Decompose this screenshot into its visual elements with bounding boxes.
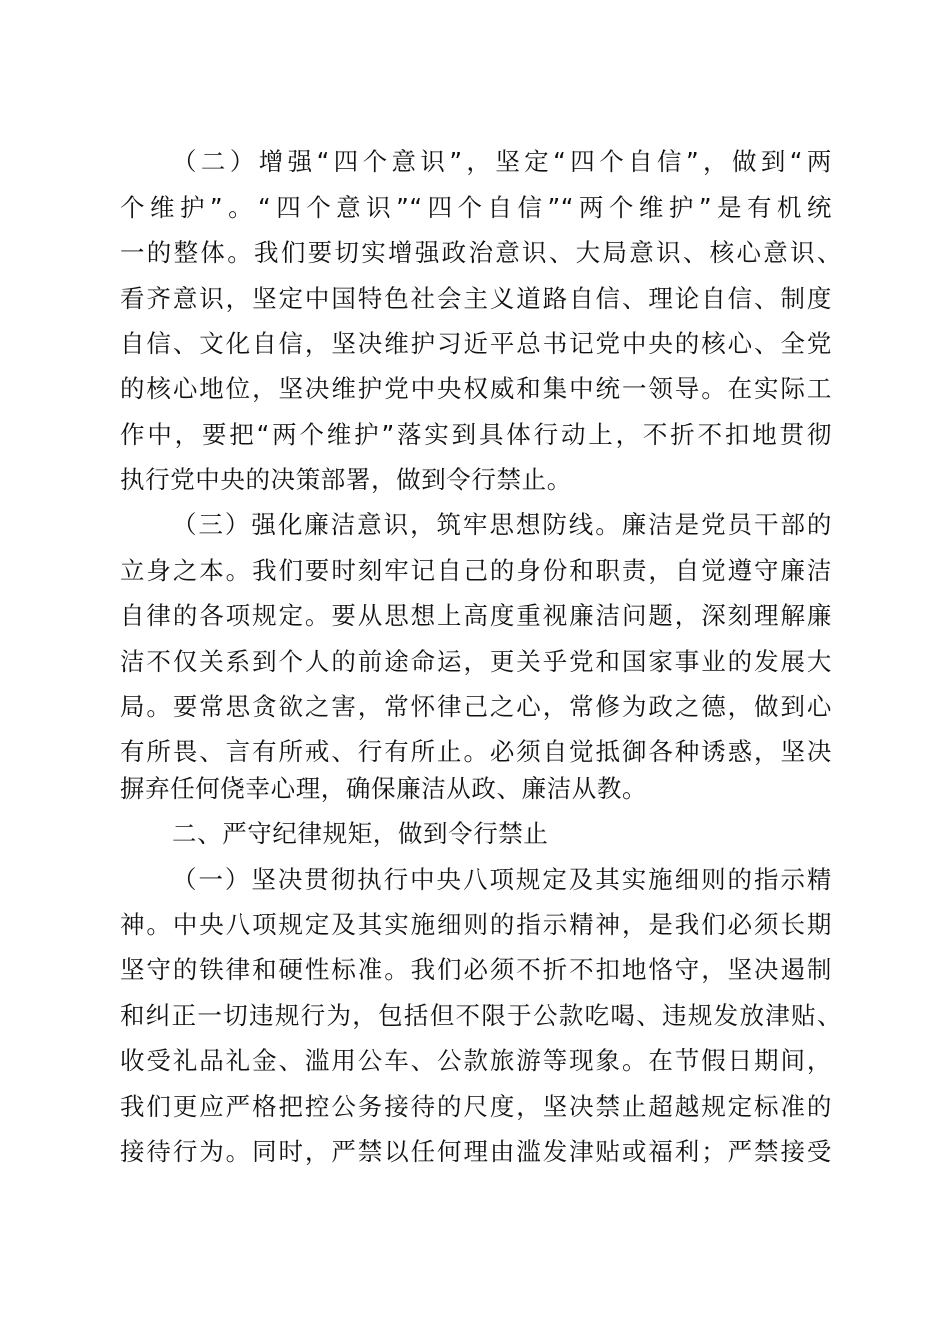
paragraph-line: （二）增强“四个意识”，坚定“四个自信”，做到“两 xyxy=(172,147,832,176)
paragraph-line: 接待行为。同时，严禁以任何理由滥发津贴或福利；严禁接受 xyxy=(120,1137,832,1166)
paragraph-line: 摒弃任何侥幸心理，确保廉洁从政、廉洁从教。 xyxy=(120,774,648,803)
paragraph-line: 有所畏、言有所戒、行有所止。必须自觉抵御各种诱惑，坚决 xyxy=(120,737,832,766)
paragraph-line: 坚守的铁律和硬性标准。我们必须不折不扣地恪守，坚决遏制 xyxy=(120,955,832,984)
paragraph-line: 自信、文化自信，坚决维护习近平总书记党中央的核心、全党 xyxy=(120,329,832,358)
paragraph-line: 洁不仅关系到个人的前途命运，更关乎党和国家事业的发展大 xyxy=(120,647,832,676)
paragraph-line: 自律的各项规定。要从思想上高度重视廉洁问题，深刻理解廉 xyxy=(120,601,832,630)
paragraph-line: （一）坚决贯彻执行中央八项规定及其实施细则的指示精 xyxy=(172,865,832,894)
paragraph-line: 神。中央八项规定及其实施细则的指示精神，是我们必须长期 xyxy=(120,910,832,939)
paragraph-line: 立身之本。我们要时刻牢记自己的身份和职责，自觉遵守廉洁 xyxy=(120,556,832,585)
paragraph-line: 的核心地位，坚决维护党中央权威和集中统一领导。在实际工 xyxy=(120,374,832,403)
paragraph-line: 和纠正一切违规行为，包括但不限于公款吃喝、违规发放津贴、 xyxy=(120,1001,842,1030)
paragraph-line: （三）强化廉洁意识，筑牢思想防线。廉洁是党员干部的 xyxy=(172,510,832,539)
paragraph-line: 作中，要把“两个维护”落实到具体行动上，不折不扣地贯彻 xyxy=(120,420,832,449)
paragraph-line: 我们更应严格把控公务接待的尺度，坚决禁止超越规定标准的 xyxy=(120,1092,832,1121)
paragraph-line: 个维护”。“四个意识”“四个自信”“两个维护”是有机统 xyxy=(120,193,832,222)
paragraph-line: 一的整体。我们要切实增强政治意识、大局意识、核心意识、 xyxy=(120,238,842,267)
paragraph-line: 收受礼品礼金、滥用公车、公款旅游等现象。在节假日期间， xyxy=(120,1046,832,1075)
paragraph-line: 执行党中央的决策部署，做到令行禁止。 xyxy=(120,465,572,494)
paragraph-line: 局。要常思贪欲之害，常怀律己之心，常修为政之德，做到心 xyxy=(120,692,832,721)
section-heading: 二、严守纪律规矩，做到令行禁止 xyxy=(172,819,549,848)
paragraph-line: 看齐意识，坚定中国特色社会主义道路自信、理论自信、制度 xyxy=(120,284,832,313)
